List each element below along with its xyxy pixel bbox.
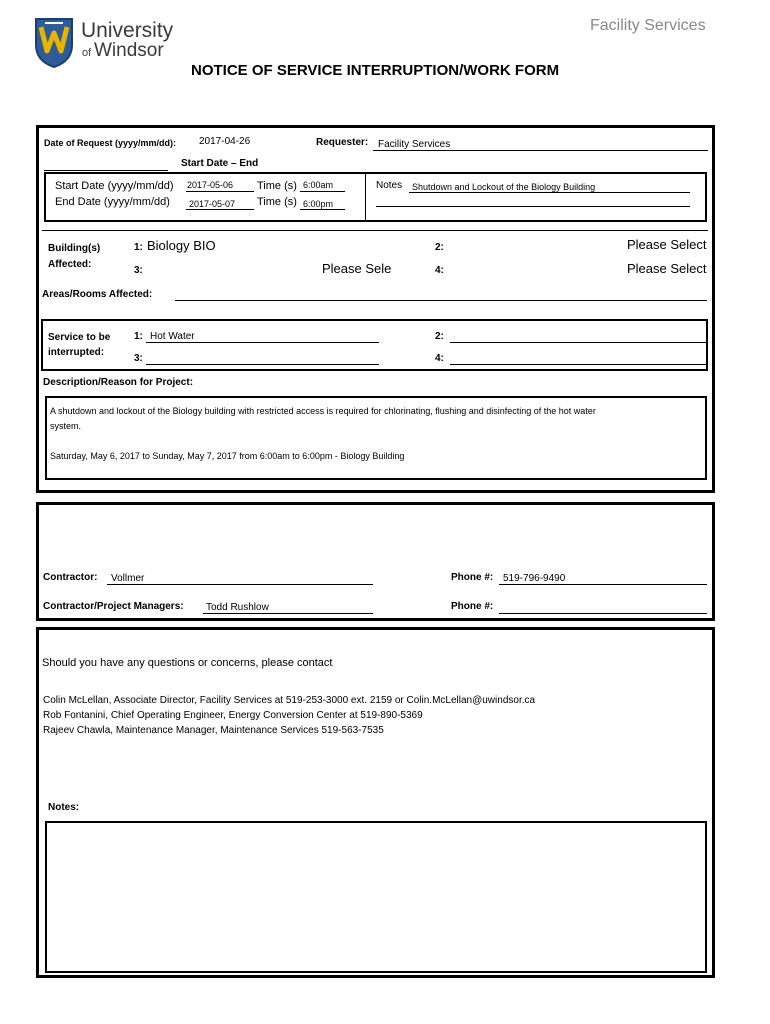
service-3-num: 3: bbox=[134, 353, 143, 364]
project-manager-label: Contractor/Project Managers: bbox=[43, 601, 184, 612]
building-1-select[interactable]: Biology BIO bbox=[147, 238, 216, 253]
building-3-select[interactable]: Please Sele bbox=[322, 261, 392, 276]
start-date-label: Start Date (yyyy/mm/dd) bbox=[55, 180, 174, 192]
service-3-underline[interactable] bbox=[146, 364, 379, 365]
requester-underline bbox=[373, 150, 708, 151]
building-4-select[interactable]: Please Select bbox=[627, 261, 707, 276]
date-request-value[interactable]: 2017-04-26 bbox=[199, 136, 251, 147]
department-name: Facility Services bbox=[590, 17, 706, 34]
logo-line2: Windsor bbox=[94, 40, 164, 61]
service-1-num: 1: bbox=[134, 331, 143, 342]
notes-textarea[interactable] bbox=[45, 821, 707, 973]
notes-underline-1 bbox=[409, 192, 690, 193]
notes-value[interactable]: Shutdown and Lockout of the Biology Building bbox=[412, 182, 596, 192]
buildings-box bbox=[42, 230, 708, 286]
description-para1: A shutdown and lockout of the Biology building with restricted access is required for chlorinating, flushing and disinfecting of the hot water bbox=[50, 406, 596, 416]
contractor-value[interactable]: Vollmer bbox=[111, 573, 145, 584]
areas-label: Areas/Rooms Affected: bbox=[42, 289, 153, 300]
contractor-phone-label: Phone #: bbox=[451, 572, 494, 583]
end-time-value[interactable]: 6:00pm bbox=[303, 199, 334, 209]
areas-underline[interactable] bbox=[175, 300, 707, 301]
description-label: Description/Reason for Project: bbox=[43, 377, 194, 388]
blank-underline bbox=[44, 170, 168, 171]
building-2-select[interactable]: Please Select bbox=[627, 237, 707, 252]
end-date-underline bbox=[186, 209, 254, 210]
service-2-underline[interactable] bbox=[450, 342, 707, 343]
services-label-1: Service to be bbox=[48, 332, 111, 343]
logo-line1: University bbox=[81, 19, 174, 42]
description-para1b: system. bbox=[50, 421, 82, 431]
contractor-label: Contractor: bbox=[43, 572, 98, 583]
requester-label: Requester: bbox=[316, 137, 369, 148]
service-1-underline bbox=[146, 342, 379, 343]
start-date-value[interactable]: 2017-05-06 bbox=[187, 180, 234, 190]
contact-line-1: Colin McLellan, Associate Director, Facility Services at 519-253-3000 ext. 2159 or Colin.McLellan@uwindsor.ca bbox=[43, 695, 536, 706]
logo-of: of bbox=[82, 47, 92, 59]
contact-line-2: Rob Fontanini, Chief Operating Engineer, Energy Conversion Center at 519-890-5369 bbox=[43, 710, 423, 721]
contact-intro: Should you have any questions or concerns, please contact bbox=[42, 657, 333, 669]
project-manager-value[interactable]: Todd Rushlow bbox=[206, 602, 269, 613]
buildings-label-1: Building(s) bbox=[48, 243, 101, 254]
page-title: NOTICE OF SERVICE INTERRUPTION/WORK FORM bbox=[191, 62, 560, 79]
description-para2: Saturday, May 6, 2017 to Sunday, May 7, 2017 from 6:00am to 6:00pm - Biology Building bbox=[50, 451, 405, 461]
start-date-underline bbox=[186, 191, 254, 192]
start-time-value[interactable]: 6:00am bbox=[303, 180, 334, 190]
contact-line-3: Rajeev Chawla, Maintenance Manager, Maintenance Services 519-563-7535 bbox=[43, 725, 384, 736]
buildings-label-2: Affected: bbox=[48, 259, 92, 270]
notes-underline-2 bbox=[376, 206, 690, 207]
project-manager-phone-underline[interactable] bbox=[499, 613, 707, 614]
building-2-num: 2: bbox=[435, 242, 444, 253]
requester-value[interactable]: Facility Services bbox=[378, 139, 451, 150]
project-manager-underline bbox=[203, 613, 373, 614]
notes-section-label: Notes: bbox=[48, 802, 80, 813]
building-4-num: 4: bbox=[435, 265, 444, 276]
contractor-underline bbox=[107, 584, 373, 585]
building-1-num: 1: bbox=[134, 242, 143, 253]
notes-divider bbox=[365, 174, 366, 220]
start-time-label: Time (s) bbox=[257, 180, 297, 192]
start-time-underline bbox=[300, 191, 345, 192]
services-label-2: interrupted: bbox=[48, 347, 105, 358]
end-date-value[interactable]: 2017-05-07 bbox=[189, 199, 236, 209]
crest-icon bbox=[33, 15, 75, 69]
start-end-label: Start Date – End bbox=[181, 158, 259, 169]
building-3-num: 3: bbox=[134, 265, 143, 276]
service-4-underline[interactable] bbox=[450, 364, 707, 365]
service-4-num: 4: bbox=[435, 353, 444, 364]
contractor-phone-value[interactable]: 519-796-9490 bbox=[503, 573, 566, 584]
notes-label: Notes bbox=[376, 180, 403, 191]
service-2-num: 2: bbox=[435, 331, 444, 342]
end-time-label: Time (s) bbox=[257, 196, 297, 208]
university-logo bbox=[33, 15, 173, 71]
project-manager-phone-label: Phone #: bbox=[451, 601, 494, 612]
end-time-underline bbox=[300, 209, 345, 210]
end-date-label: End Date (yyyy/mm/dd) bbox=[55, 196, 170, 208]
service-1-value[interactable]: Hot Water bbox=[150, 331, 195, 342]
date-request-label: Date of Request (yyyy/mm/dd): bbox=[44, 138, 177, 148]
contractor-phone-underline bbox=[499, 584, 707, 585]
